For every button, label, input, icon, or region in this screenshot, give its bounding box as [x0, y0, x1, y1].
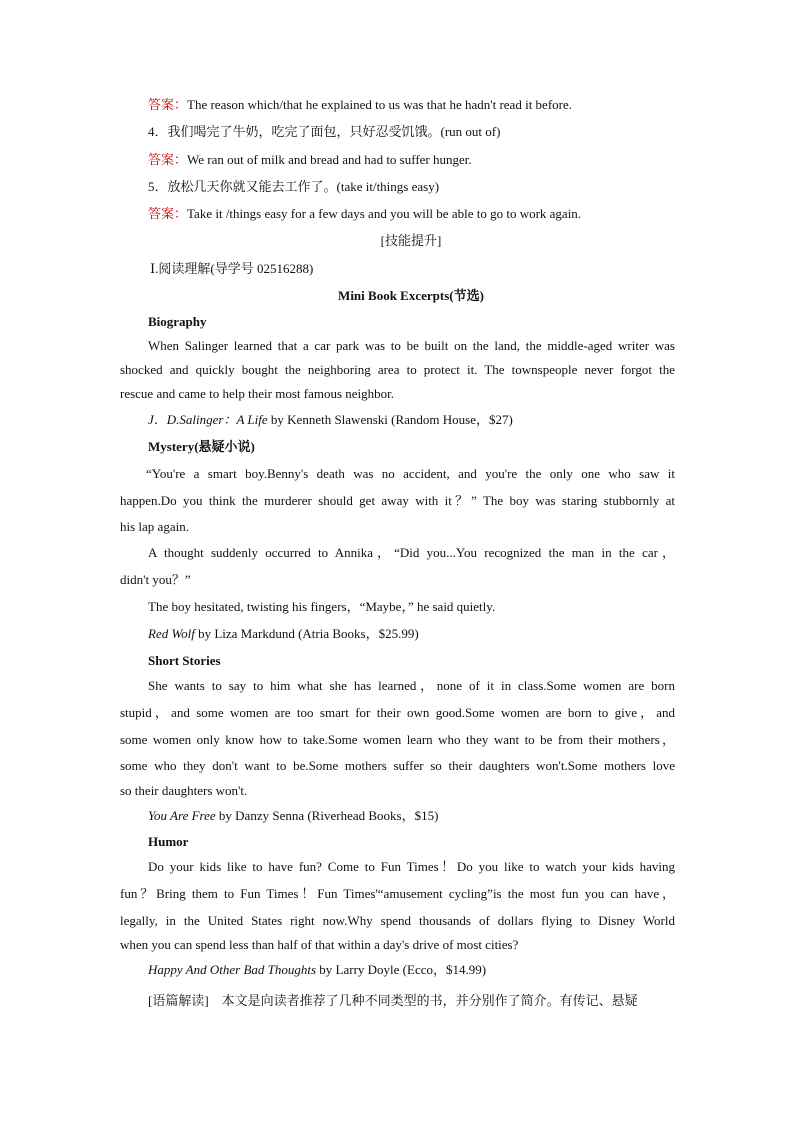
short-stories-line-3: some women only know how to take.Some women learn who they want to be from their mothers， [120, 732, 675, 747]
answer-label: 答案： [148, 97, 188, 112]
biography-book-ref [148, 411, 513, 429]
short-stories-line-1: She wants to say to him what she has learned，none of it in class.Some women are born [148, 678, 675, 693]
question-4: 4．我们喝完了牛奶，吃完了面包，只好忍受饥饿。(run out of) [148, 124, 501, 139]
biography-line-1: When Salinger learned that a car park was to be built on the land, the middle-aged writer was [148, 338, 675, 353]
book-info: by Kenneth Slawenski (Random House，$27) [267, 412, 513, 427]
mystery-line-5: didn't you？” [120, 572, 191, 587]
humor-line-1: Do your kids like to have fun? Come to Fun Times！Do you like to watch your kids having [148, 859, 675, 874]
short-stories-heading: Short Stories [148, 653, 221, 668]
mystery-line-2: happen.Do you think the murderer should get away with it？” The boy was staring stubbornly at [120, 493, 675, 508]
short-stories-line-5: so their daughters won't. [120, 783, 248, 798]
mystery-line-6: The boy hesitated, twisting his fingers，“Maybe，” he said quietly. [148, 599, 496, 614]
book-info: by Liza Markdund (Atria Books，$25.99) [194, 626, 419, 641]
answer-3 [148, 96, 572, 114]
answer-label: 答案： [148, 206, 188, 221]
biography-heading: Biography [148, 314, 207, 329]
section-heading: [技能提升] [380, 233, 442, 248]
book-title: J．D.Salinger：A Life [148, 412, 268, 427]
biography-line-2: shocked and quickly bought the neighboring area to protect it. The townspeople never forgot the [120, 362, 675, 377]
mystery-book-ref [148, 625, 419, 643]
mystery-line-3: his lap again. [120, 519, 189, 534]
article-title: Mini Book Excerpts(节选) [338, 288, 484, 303]
humor-line-3: legally, in the United States right now.Why spend thousands of dollars flying to Disney World [120, 913, 675, 928]
answer-5 [148, 205, 581, 223]
analysis-label: [语篇解读] [148, 993, 209, 1008]
analysis-text: 本文是向读者推荐了几种不同类型的书，并分别作了简介。有传记、悬疑 [208, 993, 638, 1008]
analysis-paragraph [148, 992, 638, 1010]
humor-book-ref [148, 961, 486, 979]
answer-text: We ran out of milk and bread and had to suffer hunger. [187, 152, 472, 167]
mystery-line-1: “You're a smart boy.Benny's death was no accident, and you're the only one who saw it [146, 466, 675, 481]
book-title: Red Wolf [148, 626, 195, 641]
mystery-heading: Mystery(悬疑小说) [148, 439, 255, 454]
humor-heading: Humor [148, 834, 189, 849]
book-info: by Larry Doyle (Ecco，$14.99) [316, 962, 487, 977]
answer-text: The reason which/that he explained to us was that he hadn't read it before. [187, 97, 573, 112]
book-title: You Are Free [148, 808, 216, 823]
book-info: by Danzy Senna (Riverhead Books，$15) [215, 808, 439, 823]
book-title: Happy And Other Bad Thoughts [148, 962, 317, 977]
short-stories-line-2: stupid，and some women are too smart for their own good.Some women are born to give，and [120, 705, 675, 720]
answer-text: Take it /things easy for a few days and you will be able to go to work again. [187, 206, 582, 221]
part-title: Ⅰ.阅读理解(导学号 02516288) [150, 261, 314, 276]
biography-line-3: rescue and came to help their most famous neighbor. [120, 386, 395, 401]
humor-line-4: when you can spend less than half of that within a day's drive of most cities? [120, 937, 519, 952]
answer-label: 答案： [148, 152, 188, 167]
short-stories-line-4: some who they don't want to be.Some mothers suffer so their daughters won't.Some mothers love [120, 758, 675, 773]
mystery-line-4: A thought suddenly occurred to Annika，“Did you...You recognized the man in the car， [148, 545, 675, 560]
short-stories-book-ref [148, 807, 438, 825]
question-5: 5．放松几天你就又能去工作了。(take it/things easy) [148, 179, 440, 194]
humor-line-2: fun？Bring them to Fun Times！Fun Times'“amusement cycling”is the most fun you can have， [120, 886, 675, 901]
answer-4 [148, 151, 472, 169]
